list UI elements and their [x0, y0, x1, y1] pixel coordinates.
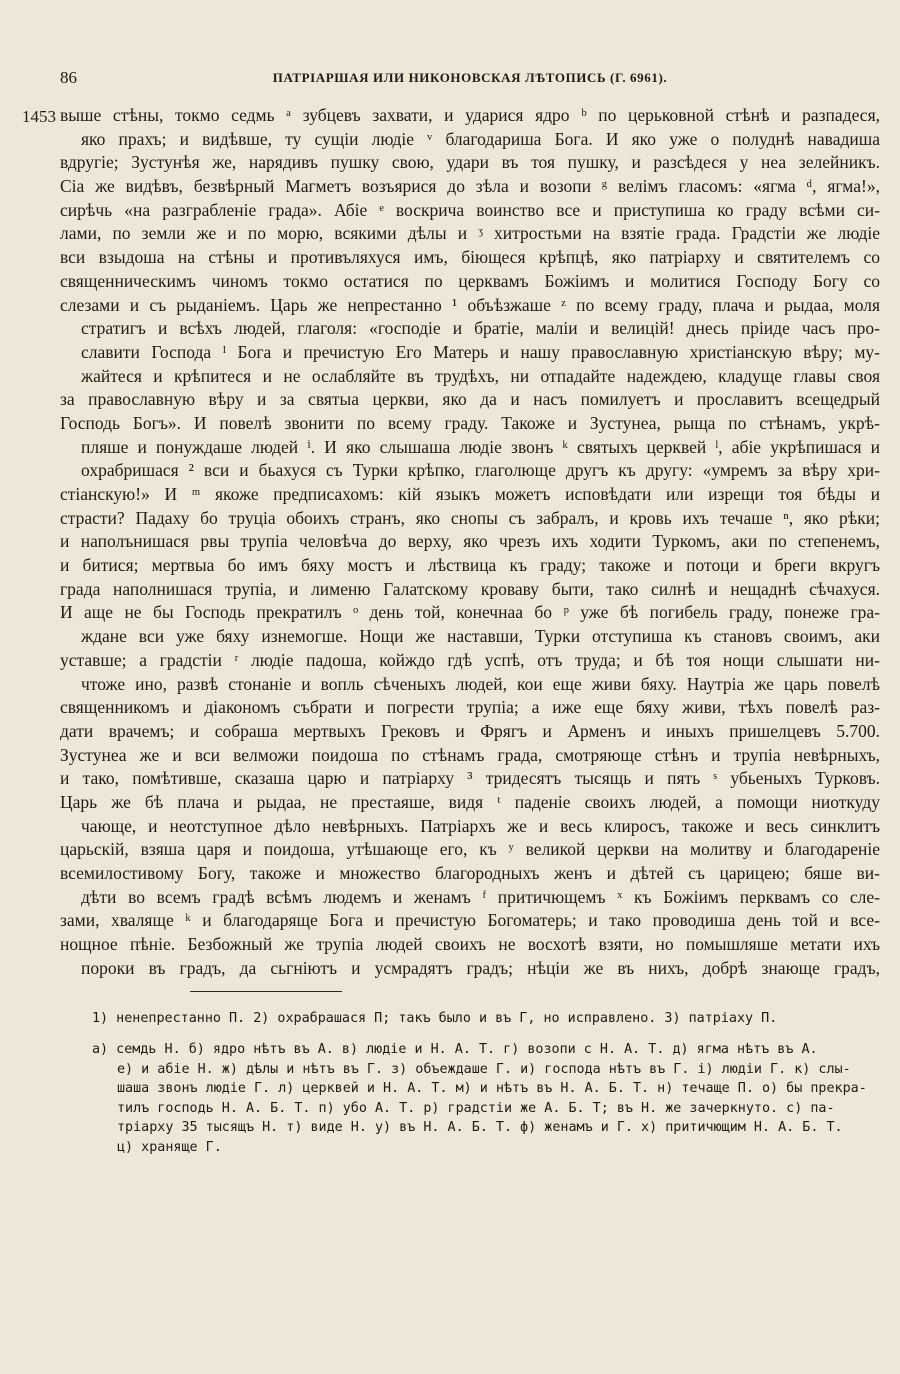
text-line: лами, по земли же и по морю, всякими дѣлы и ᶾ хитростьми на взятіе града. Градстіи же людіе: [60, 223, 880, 244]
text-line: всемилостивому Богу, такоже и множество благородныхъ женъ и дѣтей съ царицею; бяше ви-: [60, 863, 880, 883]
footnote-line: е) и абіе Н. ж) дѣлы и нѣтъ въ Г. з) объеждаше Г. и) господа нѣтъ въ Г. і) людіи Г. к) слы-: [117, 1061, 851, 1077]
text-line: уставше; а градстіи ʳ людіе падоша, койждо гдѣ успѣ, отъ труда; и бѣ тоя нощи слышати ни-: [60, 649, 880, 670]
footnote-line: а) семдь Н. б) ядро нѣтъ въ А. в) людіе и Н. А. Т. г) возопи с Н. А. Т. д) ягма нѣтъ въ А.: [92, 1042, 818, 1057]
text-line: яко прахъ; и видѣвше, ту сущіи людіе ᵛ благодариша Бога. И яко уже о полуднѣ навадиша: [81, 128, 880, 149]
text-line: священникомъ и діакономъ събрати и погрести трупіа; а иже еще бяху живи, тѣхъ повелѣ раз-: [60, 697, 880, 718]
text-line: чтоже ино, развѣ стонаніе и вопль сѣченыхъ людей, кои еще живи бяху. Наутріа же царь повелѣ: [81, 673, 880, 694]
text-line: [60, 980, 880, 1004]
text-line: и наполънишася рвы трупіа человѣча до верху, яко чрезъ ихъ ходити Туркомъ, аки по степенемъ,: [60, 531, 880, 552]
text-line: Царь же бѣ плача и рыдаа, не престаяше, видя ᵗ паденіе своихъ людей, а помощи ниоткуду: [60, 791, 880, 812]
footnote-line: ц) храняще Г.: [117, 1139, 222, 1155]
text-line: Зустунеа же и вси велможи поидоша по стѣнамъ града, смотряюще стѣнъ и трупіа невѣрныхъ,: [60, 744, 880, 765]
footnote-divider: [190, 991, 342, 992]
footnotes-numbered: [92, 1009, 892, 1029]
text-line: вси взыдоша на стѣны и противъляхуся имъ, біющеся крѣпцѣ, яко патріарху и святителемъ со: [60, 247, 880, 268]
text-line: и битися; мертвыа бо имъ бяху мостъ и лѣствица къ граду; такоже и потоци и бреги вкругъ: [60, 555, 880, 576]
text-line: выше стѣны, токмо седмь ᵃ зубцевъ захвати, и ударися ядро ᵇ по церьковной стѣнѣ и разпадеся,: [60, 105, 880, 125]
text-line: стіанскую!» И ᵐ якоже предписахомъ: кій языкъ можетъ исповѣдати или изрещи тоя бѣды и: [60, 484, 880, 504]
margin-year: 1453: [22, 107, 56, 126]
text-line: пороки въ градъ, да сьгніютъ и усмрадятъ градъ; нѣціи же въ нихъ, добрѣ знающе градъ,: [81, 957, 880, 978]
footnote-line: 1) ненепрестанно П. 2) охрабрашася П; такъ было и въ Г, но исправлено. 3) патріаху П.: [92, 1011, 778, 1026]
text-line: зами, хвалящe ᵏ и благодаряще Бога и пречистую Богоматерь; и тако проводиша день той и все-: [60, 910, 880, 931]
main-text: [60, 104, 880, 1004]
text-line: за православную вѣру и за святыа церкви, яко да и насъ помилуетъ и прославитъ всещедрый: [60, 389, 880, 410]
text-line: вдругіе; Зустунѣя же, нарядивъ пушку свою, удари въ тоя пушку, и разсѣдеся у неа зелейникъ.: [60, 152, 880, 173]
page-number: 86: [60, 68, 77, 87]
footnote-line: тилъ господь Н. А. Б. Т. п) убо А. Т. р) градстіи же А. Б. Т; въ Н. же зачеркнуто. с) па-: [117, 1100, 835, 1116]
text-line: Сіа же видѣвъ, безвѣрный Магметъ возъярися до зѣла и возопи ᵍ велімъ гласомъ: «ягма ᵈ, ягма!»,: [60, 176, 880, 197]
text-line: славити Господа ᴵ Бога и пречистую Его Матерь и нашу православную христіанскую вѣру; му-: [81, 341, 880, 362]
text-line: нощное пѣніе. Безбожный же трупіа людей своихъ не восхотѣ взяти, но помышляше метати ихъ: [60, 934, 880, 955]
text-line: ждане вси уже бяху изнемогше. Нощи же наставши, Турки отступиша къ становъ своимъ, аки: [81, 626, 880, 647]
text-line: слезами и съ рыданіемъ. Царь же непрестанно ¹ объѣзжаше ᶻ по всему граду, плача и рыдаа, моля: [60, 294, 880, 315]
text-line: Господь Богъ». И повелѣ звонити по всему граду. Такоже и Зустунеа, рыща по стѣнамъ, укрѣ-: [60, 412, 880, 433]
footnotes-lettered: [92, 1040, 892, 1158]
page-header: [60, 68, 880, 94]
text-line: и тако, помѣтивше, сказаша царю и патріарху ³ тридесятъ тысящь и пять ˢ убьеныхъ Турковъ.: [60, 768, 880, 789]
text-line: охрабришася ² вси и бьахуся съ Турки крѣпко, глаголюще другъ къ другу: «умремъ за вѣру хри-: [81, 460, 880, 481]
text-line: царьскій, взяша царя и поидоша, утѣшающе его, къ ʸ великой церкви на молитву и благодареніе: [60, 839, 880, 860]
text-line: пляше и понуждаше людей ⁱ. И яко слышаша людіе звонъ ᵏ святыхъ церквей ˡ, абіе укрѣпишася и: [81, 436, 880, 457]
text-line: сирѣчь «на разграбленіе града». Абіе ᵉ воскрича воинство все и приступиша ко граду всѣми си-: [60, 199, 880, 220]
text-line: жайтеся и крѣпитеся и не ослабляйте въ трудѣхъ, ни отпадайте надеждею, кладуще главы своя: [81, 365, 880, 386]
text-line: И аще не бы Господь прекратилъ ᵒ день той, конечнаа бо ᵖ уже бѣ погибель граду, понеже гра-: [60, 602, 880, 623]
footnote-line: шаша звонъ людіе Г. л) церквей и Н. А. Т. м) и нѣтъ въ Н. А. Б. Т. н) течаще П. о) бы прекра-: [117, 1081, 867, 1097]
footnote-line: тріарху 35 тысящъ Н. т) виде Н. у) въ Н. А. Б. Т. ф) женамъ и Г. х) притичющим Н. А. Б. Т.: [117, 1120, 843, 1136]
text-line: дѣти во всемъ градѣ всѣмъ людемъ и женамъ ᶠ притичющемъ ˣ къ Божіимъ перквамъ со сле-: [81, 886, 880, 907]
text-line: стратигъ и всѣхъ людей, глаголя: «господіе и братіе, маліи и велицій! днесь пріиде часъ про-: [81, 318, 880, 339]
running-title: ПАТРІАРШАЯ ИЛИ НИКОНОВСКАЯ ЛѢТОПИСЬ (Г. 6961).: [272, 70, 668, 85]
text-line: чающе, и неотступное дѣло невѣрныхъ. Патріархъ же и весь клиросъ, такоже и весь синклитъ: [81, 815, 880, 836]
text-line: града наполнишася трупіа, и лименю Галатскому кроваву быти, тако силнѣ и нещаднѣ сѣчахуся.: [60, 578, 880, 599]
text-line: страсти? Падаху бо труціа обоихъ странъ, яко снопы съ забралъ, и кровь ихъ течаше ⁿ, яко рѣки;: [60, 507, 880, 528]
text-line: дати врачемъ; и собраша мертвыхъ Грековъ и Фрягъ и Арменъ и иныхъ пришелцевъ 5.700.: [60, 720, 880, 741]
text-line: священническимъ чиномъ токмо остатися по церквамъ Божіимъ и молитися Господу Богу со: [60, 270, 880, 291]
